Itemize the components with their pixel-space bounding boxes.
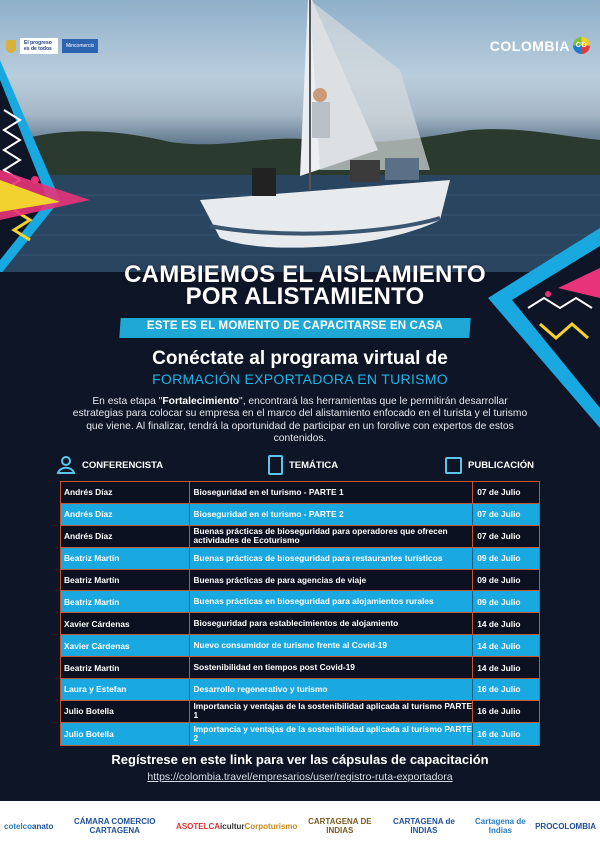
sponsor-logo: CARTAGENA DE INDIAS	[308, 817, 372, 835]
topic-cell: Desarrollo regenerativo y turismo	[190, 679, 473, 700]
topic-cell: Nuevo consumidor de turismo frente al Covid-19	[190, 635, 473, 656]
table-row	[61, 482, 539, 504]
table-row	[61, 635, 539, 657]
table-row	[61, 504, 539, 526]
speaker-cell: Beatriz Martín	[61, 591, 190, 612]
topic-cell: Buenas prácticas de para agencias de viaje	[190, 570, 473, 591]
tribal-pattern-left-accent	[0, 100, 100, 220]
date-cell: 09 de Julio	[477, 596, 521, 607]
topic-cell: Sostenibilidad en tiempos post Covid-19	[190, 657, 473, 678]
speaker-cell: Beatriz Martín	[61, 548, 190, 569]
sponsor-logo: PROCOLOMBIA	[535, 821, 596, 831]
column-header-date	[445, 452, 534, 478]
calendar-icon	[445, 457, 462, 474]
table-row	[61, 657, 539, 679]
date-cell: 09 de Julio	[477, 553, 521, 564]
table-row	[61, 548, 539, 570]
date-cell: 16 de Julio	[477, 706, 521, 717]
speaker-cell: Julio Botella	[61, 701, 190, 722]
topic-cell: Importancia y ventajas de la sostenibilidad aplicada al turismo PARTE 2	[190, 723, 473, 745]
intro-pre: En esta etapa "	[92, 396, 163, 407]
schedule-table	[60, 481, 540, 746]
date-cell: 07 de Julio	[477, 487, 521, 498]
connect-title: Conéctate al programa virtual de	[152, 348, 448, 369]
sponsor-logos-bar	[0, 801, 600, 851]
sponsor-logo: ASOTELCA	[176, 821, 221, 831]
date-cell: 14 de Julio	[477, 618, 521, 629]
speaker-cell: Xavier Cárdenas	[61, 635, 190, 656]
header-speaker-label: CONFERENCISTA	[82, 459, 164, 471]
ministry-tag: Mincomercio	[62, 39, 98, 53]
colombia-brand-logo	[490, 37, 590, 54]
registration-link[interactable]: https://colombia.travel/empresarios/user/registro-ruta-exportadora	[147, 771, 453, 783]
govt-tagline: El progreso es de todos	[20, 38, 58, 54]
document-icon	[268, 455, 283, 475]
sponsor-logo: anato	[32, 821, 54, 831]
intro-text	[68, 396, 532, 446]
table-row	[61, 591, 539, 613]
intro-post: ", encontrará las herramientas que le permitirán desarrollar estrategias para colocar su empresa en el marco del alistamiento enfocado en el turista y el turismo que viene. Al finalizar, tendrá la oportunidad de participar en un forolive con expertos de estos contenidos.	[72, 396, 528, 445]
topic-cell: Importancia y ventajas de la sostenibilidad aplicada al turismo PARTE 1	[190, 701, 473, 722]
coat-of-arms-icon	[6, 40, 16, 53]
topic-cell: Buenas prácticas de bioseguridad para restaurantes turísticos	[190, 548, 473, 569]
speaker-cell: Andrés Díaz	[61, 504, 190, 525]
table-row	[61, 679, 539, 701]
government-logo	[6, 38, 98, 54]
date-cell: 07 de Julio	[477, 531, 521, 542]
program-name: FORMACIÓN EXPORTADORA EN TURISMO	[152, 371, 448, 387]
topic-cell: Buenas prácticas en bioseguridad para alojamientos rurales	[190, 591, 473, 612]
topic-cell: Bioseguridad en el turismo - PARTE 2	[190, 504, 473, 525]
topic-cell: Bioseguridad en el turismo - PARTE 1	[190, 482, 473, 503]
sponsor-logo: CÁMARA COMERCIO CARTAGENA	[73, 817, 156, 835]
header-date-label: PUBLICACIÓN	[468, 459, 534, 471]
date-cell: 16 de Julio	[477, 684, 521, 695]
table-row	[61, 723, 539, 745]
register-call-to-action: Regístrese en este link para ver las cápsulas de capacitación	[111, 752, 489, 767]
topic-cell: Bioseguridad para establecimientos de alojamiento	[190, 613, 473, 634]
speaker-cell: Andrés Díaz	[61, 482, 190, 503]
topic-cell: Buenas prácticas de bioseguridad para operadores que ofrecen actividades de Ecoturismo	[190, 526, 473, 547]
column-header-speaker	[56, 452, 163, 478]
date-cell: 09 de Julio	[477, 575, 521, 585]
sponsor-logo: icultur	[220, 821, 245, 831]
subhead: ESTE ES EL MOMENTO DE CAPACITARSE EN CASA	[146, 320, 444, 332]
table-row	[61, 526, 539, 548]
header-topic-label: TEMÁTICA	[289, 459, 339, 471]
date-cell: 14 de Julio	[477, 640, 521, 651]
brand-name: COLOMBIA	[489, 37, 570, 54]
person-icon	[56, 455, 76, 475]
date-cell: 16 de Julio	[477, 728, 521, 739]
date-cell: 07 de Julio	[477, 509, 521, 520]
sponsor-logo: CARTAGENA de INDIAS	[393, 817, 455, 835]
headline-block	[95, 261, 515, 310]
speaker-cell: Andrés Díaz	[61, 526, 190, 547]
sponsor-logo: Cartagena de Indias	[475, 817, 526, 835]
co-badge-icon: CO	[573, 37, 590, 54]
headline-line-1: CAMBIEMOS EL AISLAMIENTO	[124, 261, 486, 288]
top-bar	[0, 0, 600, 60]
table-row	[61, 701, 539, 723]
speaker-cell: Laura y Estefan	[61, 679, 190, 700]
headline-line-2: POR ALISTAMIENTO	[185, 283, 425, 310]
date-cell: 14 de Julio	[477, 662, 521, 673]
sponsor-logo: Corpoturismo	[244, 821, 298, 831]
column-header-topic	[268, 452, 338, 478]
sponsor-logo: cotelco	[4, 821, 33, 831]
speaker-cell: Beatriz Martín	[61, 570, 190, 591]
table-row	[61, 570, 539, 592]
speaker-cell: Xavier Cárdenas	[61, 613, 190, 634]
speaker-cell: Julio Botella	[61, 723, 190, 745]
intro-bold: Fortalecimiento	[162, 396, 240, 407]
table-row	[61, 613, 539, 635]
speaker-cell: Beatriz Martín	[61, 657, 190, 678]
